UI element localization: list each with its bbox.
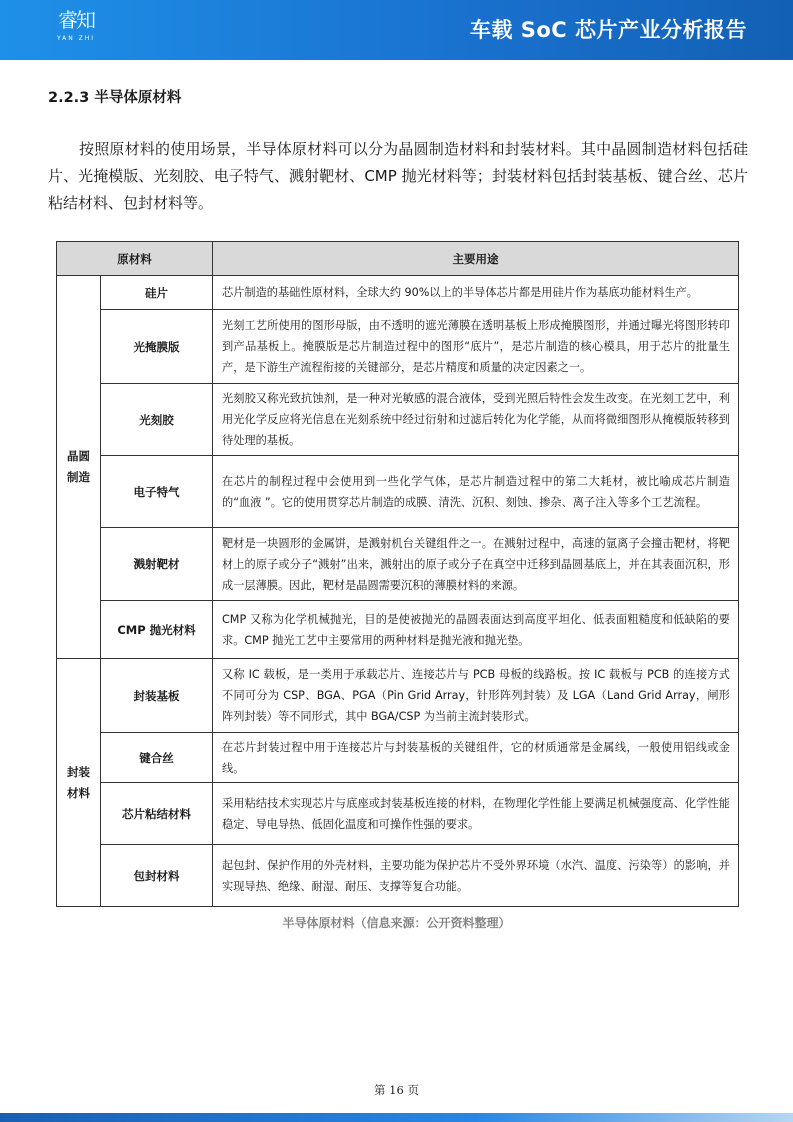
category-label: 封装材料 — [67, 764, 90, 800]
table-row — [57, 276, 739, 310]
table-row — [57, 456, 739, 528]
material-desc: CMP 又称为化学机械抛光，目的是使被抛光的晶圆表面达到高度平坦化、低表面粗糙度和低缺陷的要求。CMP 抛光工艺中主要常用的两种材料是抛光液和抛光垫。 — [213, 601, 739, 659]
material-desc: 靶材是一块圆形的金属饼，是溅射机台关键组件之一。在溅射过程中，高速的氩离子会撞击靶材，将靶材上的原子或分子“溅射”出来，溅射出的原子或分子在真空中迁移到晶圆基底上，并在其表面沉积，形成一层薄膜。因此，靶材是晶圆需要沉积的薄膜材料的来源。 — [213, 528, 739, 601]
table-row — [57, 601, 739, 659]
table-row — [57, 845, 739, 907]
material-desc: 又称 IC 载板，是一类用于承载芯片、连接芯片与 PCB 母板的线路板。按 IC 载板与 PCB 的连接方式不同可分为 CSP、BGA、PGA（Pin Grid Array，针形阵列封装）及 LGA（Land Grid Array，闸形阵列封装）等不同形式，其中 BGA/CSP 为当前主流封装形式。 — [213, 659, 739, 733]
material-name: 硅片 — [101, 276, 213, 310]
table-row — [57, 310, 739, 384]
header-usage: 主要用途 — [213, 242, 739, 276]
section-heading: 2.2.3 半导体原材料 — [48, 90, 182, 106]
table-row — [57, 528, 739, 601]
material-desc: 起包封、保护作用的外壳材料，主要功能为保护芯片不受外界环境（水汽、温度、污染等）的影响，并实现导热、绝缘、耐湿、耐压、支撑等复合功能。 — [213, 845, 739, 907]
logo-subtext: YAN ZHI — [56, 35, 96, 42]
material-desc: 光刻胶又称光致抗蚀剂，是一种对光敏感的混合液体，受到光照后特性会发生改变。在光刻工艺中，利用光化学反应将光信息在光刻系统中经过衍射和过滤后转化为化学能，从而将微细图形从掩模版转移到待处理的基板。 — [213, 384, 739, 456]
material-name: CMP 抛光材料 — [101, 601, 213, 659]
category-packaging — [57, 659, 101, 907]
logo-mark: 睿知 — [58, 8, 94, 32]
page-header — [0, 0, 793, 60]
table-row — [57, 384, 739, 456]
footer-bar — [0, 1113, 793, 1122]
intro-paragraph: 按照原材料的使用场景，半导体原材料可以分为晶圆制造材料和封装材料。其中晶圆制造材料包括硅片、光掩模版、光刻胶、电子特气、溅射靶材、CMP 抛光材料等；封装材料包括封装基板、键合丝、芯片粘结材料、包封材料等。 — [48, 140, 748, 212]
logo — [52, 6, 100, 50]
material-desc: 光刻工艺所使用的图形母版，由不透明的遮光薄膜在透明基板上形成掩膜图形，并通过曝光将图形转印到产品基板上。掩膜版是芯片制造过程中的图形“底片”，是芯片制造的核心模具，用于芯片的批量生产，是下游生产流程衔接的关键部分，是芯片精度和质量的决定因素之一。 — [213, 310, 739, 384]
raw-materials-table — [56, 241, 739, 907]
category-wafer — [57, 276, 101, 659]
table-header-row — [57, 242, 739, 276]
material-name: 电子特气 — [101, 456, 213, 528]
material-name: 芯片粘结材料 — [101, 783, 213, 845]
material-name: 包封材料 — [101, 845, 213, 907]
material-name: 光刻胶 — [101, 384, 213, 456]
page-number: 第 16 页 — [374, 1083, 419, 1097]
table-row — [57, 733, 739, 783]
material-name: 光掩膜版 — [101, 310, 213, 384]
material-desc: 采用粘结技术实现芯片与底座或封装基板连接的材料，在物理化学性能上要满足机械强度高、化学性能稳定、导电导热、低固化温度和可操作性强的要求。 — [213, 783, 739, 845]
report-title: 车载 SoC 芯片产业分析报告 — [469, 18, 747, 42]
material-desc: 在芯片封装过程中用于连接芯片与封装基板的关键组件，它的材质通常是金属线，一般使用铝线或金线。 — [213, 733, 739, 783]
table-row — [57, 659, 739, 733]
material-desc: 芯片制造的基础性原材料，全球大约 90%以上的半导体芯片都是用硅片作为基底功能材料生产。 — [213, 276, 739, 310]
header-material: 原材料 — [57, 242, 213, 276]
material-name: 键合丝 — [101, 733, 213, 783]
material-name: 封装基板 — [101, 659, 213, 733]
material-desc: 在芯片的制程过程中会使用到一些化学气体，是芯片制造过程中的第二大耗材，被比喻成芯片制造的“血液 ”。它的使用贯穿芯片制造的成膜、清洗、沉积、刻蚀、掺杂、离子注入等多个工艺流程。 — [213, 456, 739, 528]
table-caption: 半导体原材料（信息来源：公开资料整理） — [282, 916, 511, 930]
category-label: 晶圆制造 — [67, 449, 90, 484]
table-row — [57, 783, 739, 845]
material-name: 溅射靶材 — [101, 528, 213, 601]
